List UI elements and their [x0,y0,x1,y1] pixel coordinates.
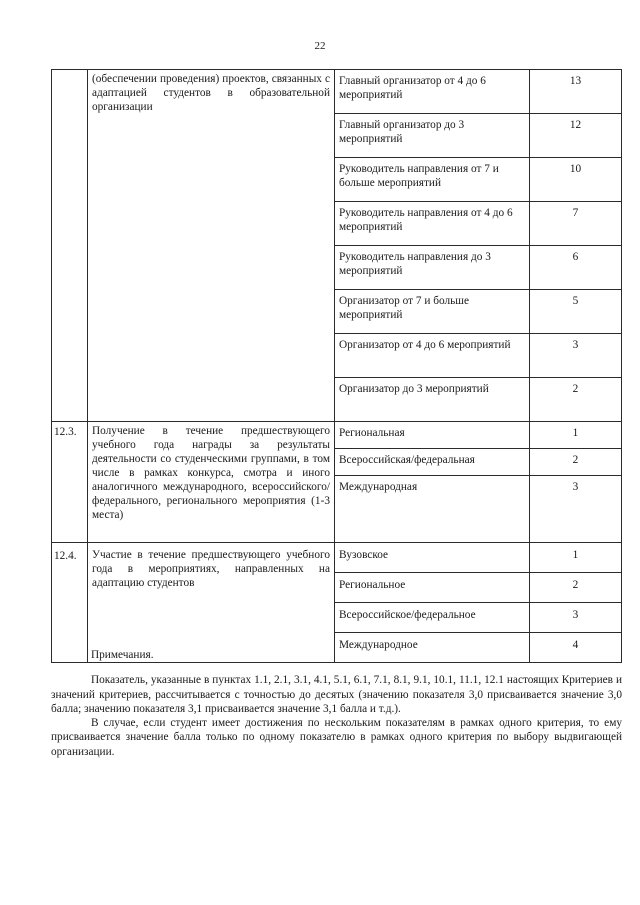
score-cell: 5 [530,290,622,334]
criterion-number: 12.3. [52,422,88,543]
criterion-description: (обеспечении проведения) проектов, связанных с адаптацией студентов в образовательной организации [88,70,335,422]
level-cell: Всероссийское/федеральное [335,603,530,633]
criterion-description: Участие в течение предшествующего учебного года в мероприятиях, направленных на адаптацию студентов [88,543,335,663]
level-cell: Организатор до 3 мероприятий [335,378,530,422]
criterion-number [52,70,88,422]
level-cell: Вузовское [335,543,530,573]
table-row [52,70,622,114]
level-cell: Руководитель направления до 3 мероприятий [335,246,530,290]
score-cell: 3 [530,334,622,378]
level-cell: Региональная [335,422,530,449]
score-cell: 3 [530,476,622,543]
table-row [52,422,622,449]
level-cell: Главный организатор от 4 до 6 мероприятий [335,70,530,114]
level-cell: Организатор от 7 и больше мероприятий [335,290,530,334]
notes-paragraph: В случае, если студент имеет достижения по нескольким показателям в рамках одного критерия, то ему присваивается значение балла только по одному показателю в рамках одного критерия по выбору выдвигающей организации. [51,717,622,758]
score-cell: 1 [530,543,622,573]
score-cell: 2 [530,573,622,603]
level-cell: Всероссийская/федеральная [335,449,530,476]
score-cell: 12 [530,114,622,158]
page-number: 22 [314,40,326,52]
level-cell: Руководитель направления от 7 и больше мероприятий [335,158,530,202]
score-cell: 3 [530,603,622,633]
criterion-description: Получение в течение предшествующего учебного года награды за результаты деятельности со студенческими группами, в том числе в рамках конкурса, смотра и иного аналогичного международного, всероссийского/федерального, регионального мероприятия (1-3 места) [88,422,335,543]
level-cell: Международное [335,633,530,663]
score-cell: 2 [530,378,622,422]
level-cell: Организатор от 4 до 6 мероприятий [335,334,530,378]
level-cell: Руководитель направления от 4 до 6 мероприятий [335,202,530,246]
score-cell: 2 [530,449,622,476]
notes-section [51,648,622,759]
score-cell: 4 [530,633,622,663]
score-cell: 6 [530,246,622,290]
score-cell: 13 [530,70,622,114]
score-cell: 1 [530,422,622,449]
notes-title: Примечания. [91,649,154,661]
level-cell: Региональное [335,573,530,603]
score-cell: 7 [530,202,622,246]
level-cell: Международная [335,476,530,543]
notes-paragraph: Показатель, указанные в пунктах 1.1, 2.1, 3.1, 4.1, 5.1, 6.1, 7.1, 8.1, 9.1, 10.1, 11.1, 12.1 настоящих Критериев и значений критериев, рассчитывается с точностью до десятых (значению показателя 3,0 присваивается значение 3,0 балла; значению показателя 3,1 присваивается значение 3,1 балла и т.д.). [51,674,622,715]
table-row [52,543,622,573]
criterion-number: 12.4. [52,543,88,663]
level-cell: Главный организатор до 3 мероприятий [335,114,530,158]
criteria-table [51,69,622,663]
score-cell: 10 [530,158,622,202]
